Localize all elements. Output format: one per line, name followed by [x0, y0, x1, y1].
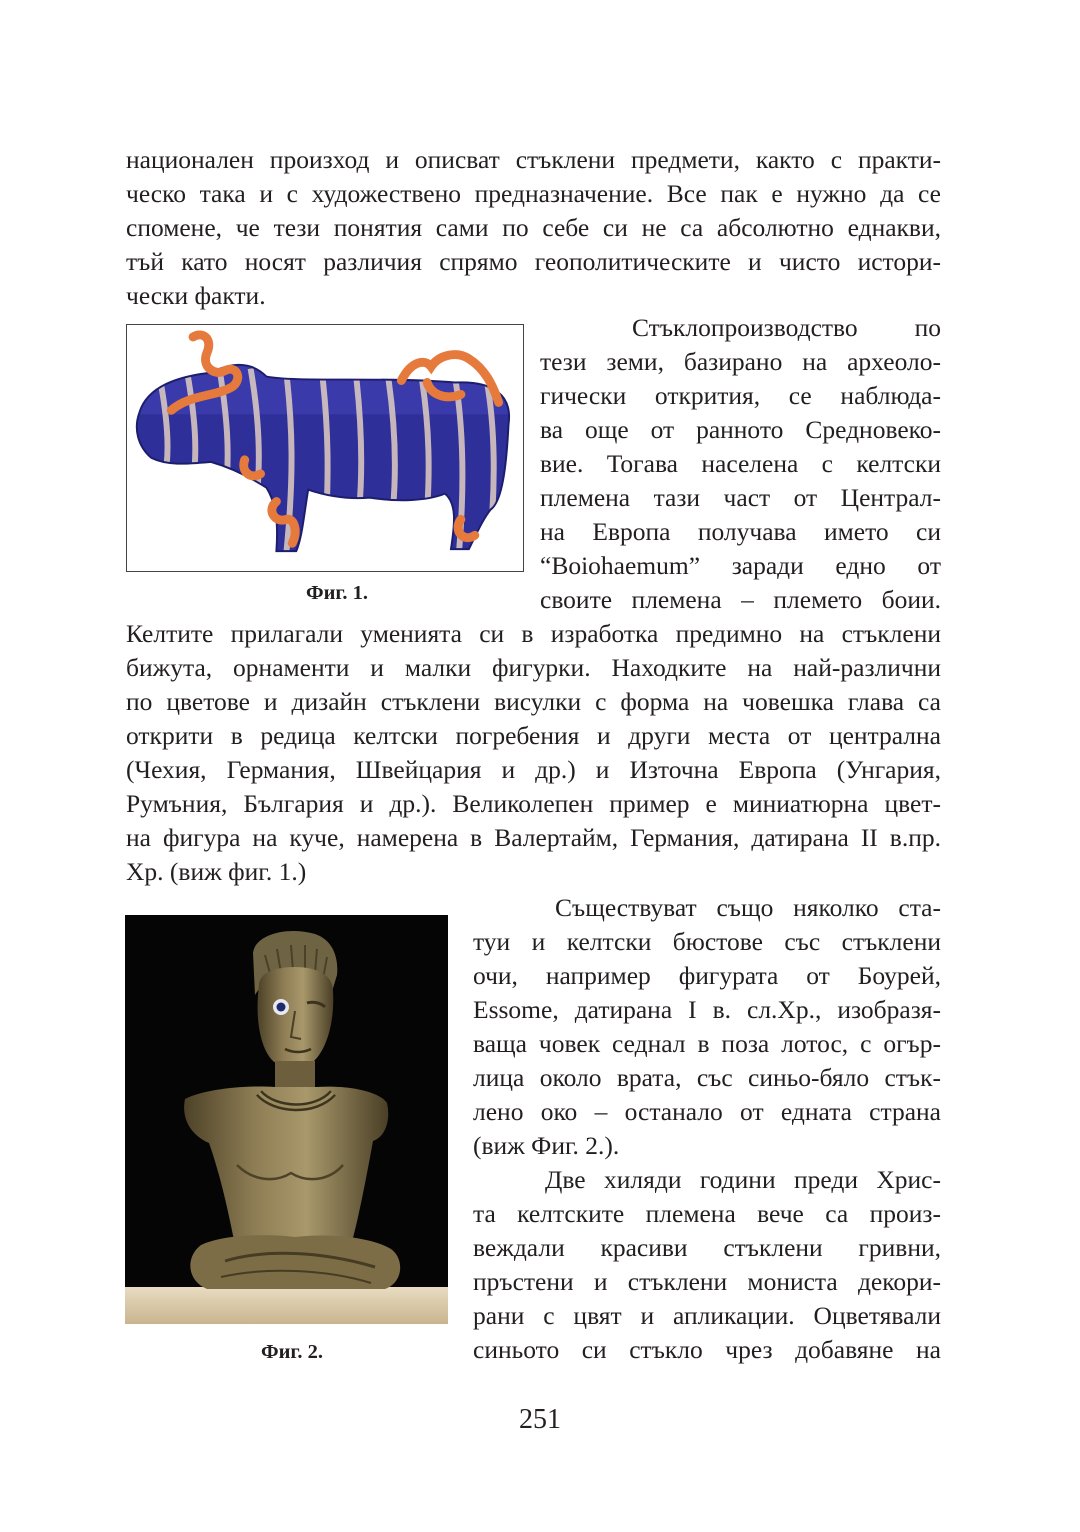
figure-1-glass-dog-image [126, 324, 524, 572]
paragraph-line: (виж Фиг. 2.). [473, 1131, 620, 1160]
paragraph-line: “Boiohaemum” заради едно от [540, 551, 941, 580]
paragraph-line: Стъклопроизводство по [632, 313, 941, 342]
paragraph-line: очи, например фигурата от Боурей, [473, 961, 941, 990]
paragraph-line: на Европа получава името си [540, 517, 941, 546]
paragraph-line: по цветове и дизайн стъклени висулки с форма на човешка глава са [126, 687, 941, 716]
paragraph-line: пръстени и стъклени мониста декори- [473, 1267, 941, 1296]
paragraph-line: Essome, датирана I в. сл.Хр., изобразя- [473, 995, 941, 1024]
paragraph-line: лица около врата, със синьо-бяло стък- [473, 1063, 941, 1092]
paragraph-line: гически открития, се наблюда- [540, 381, 941, 410]
figure-2-caption: Фиг. 2. [261, 1341, 324, 1363]
paragraph-line: открити в редица келтски погребения и други места от централна [126, 721, 941, 750]
paragraph-line: веждали красиви стъклени гривни, [473, 1233, 941, 1262]
paragraph-line: тъй като носят различия спрямо геополитическите и чисто истори- [126, 247, 941, 276]
paragraph-line: племена тази част от Централ- [540, 483, 941, 512]
paragraph-line: синьото си стъкло чрез добавяне на [473, 1335, 941, 1364]
paragraph-line: ческо така и с художествено предназначение. Все пак е нужно да се [126, 179, 941, 208]
paragraph-line: тези земи, базирано на археоло- [540, 347, 941, 376]
paragraph-line: спомене, че тези понятия сами по себе си не са абсолютно еднакви, [126, 213, 941, 242]
figure-1-caption: Фиг. 1. [306, 582, 369, 604]
paragraph-line: чески факти. [126, 281, 266, 310]
paragraph-line: та келтските племена вече са произ- [473, 1199, 941, 1228]
paragraph-line: своите племена – племето боии. [540, 585, 941, 614]
paragraph-line: рани с цвят и апликации. Оцветявали [473, 1301, 941, 1330]
page-number: 251 [519, 1404, 561, 1435]
paragraph-line: Румъния, България и др.). Великолепен пример е миниатюрна цвет- [126, 789, 941, 818]
paragraph-line: (Чехия, Германия, Швейцария и др.) и Източна Европа (Унгария, [126, 755, 941, 784]
paragraph-line: ваща човек седнал в поза лотос, с огър- [473, 1029, 941, 1058]
figure-2-bronze-statue-image [125, 915, 448, 1324]
paragraph-line: Хр. (виж фиг. 1.) [126, 857, 307, 886]
paragraph-line: ва още от ранното Средновеко- [540, 415, 941, 444]
paragraph-line: лено око – останало от едната страна [473, 1097, 941, 1126]
paragraph-line: Съществуват също няколко ста- [555, 893, 941, 922]
paragraph-line: туи и келтски бюстове със стъклени [473, 927, 941, 956]
paragraph-line: Две хиляди години преди Хрис- [545, 1165, 941, 1194]
paragraph-line: бижута, орнаменти и малки фигурки. Находките на най-различни [126, 653, 941, 682]
paragraph-line: вие. Тогава населена с келтски [540, 449, 941, 478]
paragraph-line: Келтите прилагали уменията си в изработка предимно на стъклени [126, 619, 941, 648]
paragraph-line: на фигура на куче, намерена в Валертайм, Германия, датирана II в.пр. [126, 823, 941, 852]
paragraph-line: национален произход и описват стъклени предмети, както с практи- [126, 145, 941, 174]
